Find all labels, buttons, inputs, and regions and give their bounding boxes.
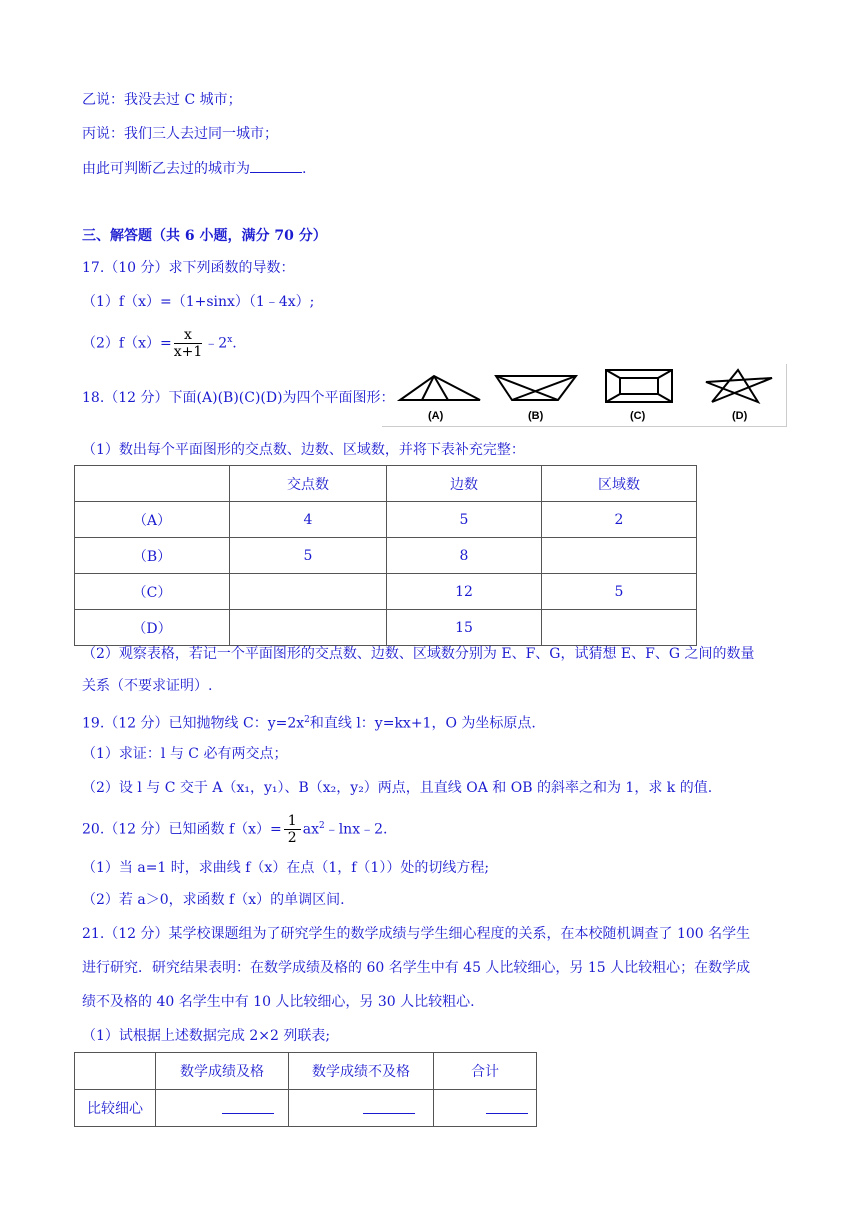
q19-title xyxy=(82,710,536,734)
table-header-cell: 合计 xyxy=(434,1053,537,1090)
table-header-cell: 区域数 xyxy=(542,466,697,502)
table-cell xyxy=(542,610,697,646)
q17-part1: （1）f（x）=（1+sinx）（1﹣4x）; xyxy=(82,294,315,310)
figure-a xyxy=(400,376,480,400)
table-cell: （D） xyxy=(75,610,230,646)
table-cell: 12 xyxy=(387,574,542,610)
answer-blank xyxy=(363,1099,415,1114)
q18-part2-line2: 关系（不要求证明）. xyxy=(82,678,213,694)
q17-title: 17.（10 分）求下列函数的导数： xyxy=(82,260,295,276)
q19-part2: （2）设 l 与 C 交于 A（x₁，y₁）、B（x₂，y₂）两点，且直线 OA 和 OB 的斜率之和为 1，求 k 的值. xyxy=(82,780,713,796)
q20-part1: （1）当 a=1 时，求曲线 f（x）在点（1，f（1））处的切线方程; xyxy=(82,860,490,876)
answer-blank xyxy=(486,1099,528,1114)
table-header-cell: 数学成绩不及格 xyxy=(289,1053,434,1090)
q18-part1: （1）数出每个平面图形的交点数、边数、区域数，并将下表补充完整： xyxy=(82,442,525,458)
table-cell: 5 xyxy=(230,538,387,574)
table-row xyxy=(75,1090,537,1127)
q21-line1: 21.（12 分）某学校课题组为了研究学生的数学成绩与学生细心程度的关系，在本校随机调查了 100 名学生 xyxy=(82,926,751,942)
statement-yi: 乙说：我没去过 C 城市； xyxy=(82,92,242,108)
q20-prefix: 20.（12 分）已知函数 f（x）= xyxy=(82,821,282,838)
figure-a-label: (A) xyxy=(428,410,444,422)
section-3-heading: 三、解答题（共 6 小题，满分 70 分） xyxy=(82,228,327,244)
figure-d xyxy=(706,370,772,402)
q21-line2: 进行研究．研究结果表明：在数学成绩及格的 60 名学生中有 45 人比较细心，另 15 人比较粗心；在数学成 xyxy=(82,960,751,976)
table-cell xyxy=(289,1090,434,1127)
fraction-denominator: x+1 xyxy=(173,344,203,361)
figure-d-label: (D) xyxy=(732,410,748,422)
table-cell: 5 xyxy=(387,502,542,538)
table-cell xyxy=(230,574,387,610)
q20-exponent: 2 xyxy=(318,821,325,831)
table-row xyxy=(75,502,697,538)
table-header-cell: 数学成绩及格 xyxy=(156,1053,289,1090)
table-cell xyxy=(542,538,697,574)
plane-figures-svg xyxy=(382,364,786,426)
table-cell: （C） xyxy=(75,574,230,610)
table-cell xyxy=(156,1090,289,1127)
table-cell: 5 xyxy=(542,574,697,610)
q17-part2-suffix: ﹣2 xyxy=(204,335,228,352)
fraction-one-half xyxy=(284,813,301,846)
table-cell xyxy=(434,1090,537,1127)
table-header-cell: 交点数 xyxy=(230,466,387,502)
table-cell: （B） xyxy=(75,538,230,574)
table-cell xyxy=(230,610,387,646)
fraction-x-over-x-plus-1 xyxy=(174,327,203,360)
q17-part2-prefix: （2）f（x）= xyxy=(82,335,172,352)
table-header-cell xyxy=(75,1053,156,1090)
contingency-table xyxy=(74,1052,537,1127)
fraction-numerator: 1 xyxy=(284,813,301,830)
table-header-cell: 边数 xyxy=(387,466,542,502)
answer-blank xyxy=(250,158,302,173)
q17-part2-exponent: x xyxy=(227,335,233,345)
table-row xyxy=(75,610,697,646)
q21-part1: （1）试根据上述数据完成 2×2 列联表; xyxy=(82,1028,331,1044)
figure-c xyxy=(606,370,672,402)
q20-tail: ﹣lnx﹣2. xyxy=(324,821,388,838)
table-cell: 2 xyxy=(542,502,697,538)
figure-b xyxy=(496,376,576,400)
q21-line3: 绩不及格的 40 名学生中有 10 人比较细心，另 30 人比较粗心. xyxy=(82,994,475,1010)
figure-c-label: (C) xyxy=(630,410,646,422)
plane-figures xyxy=(382,364,787,427)
conclusion-text: 由此可判断乙去过的城市为 xyxy=(82,161,250,177)
q19-exponent: 2 xyxy=(304,715,310,725)
fraction-numerator: x xyxy=(174,327,203,344)
row-label-careful: 比较细心 xyxy=(75,1090,156,1127)
table-row xyxy=(75,538,697,574)
fraction-denominator: 2 xyxy=(287,830,297,847)
q20-part2: （2）若 a＞0，求函数 f（x）的单调区间. xyxy=(82,892,345,908)
q20-title xyxy=(82,808,387,848)
table-header-cell xyxy=(75,466,230,502)
q20-ax: ax xyxy=(302,821,319,838)
conclusion-line: 由此可判断乙去过的城市为 . xyxy=(82,158,306,179)
q19-part1: （1）求证：l 与 C 必有两交点； xyxy=(82,746,288,762)
table-cell: 4 xyxy=(230,502,387,538)
q17-part2: （2）f（x）= $\frac{x}{x+1}$ ﹣2$^x$. xyxy=(82,327,237,361)
table-header-row xyxy=(75,466,697,502)
table-row xyxy=(75,574,697,610)
statement-bing: 丙说：我们三人去过同一城市； xyxy=(82,126,278,142)
figure-b-label: (B) xyxy=(528,410,544,422)
q18-title: 18.（12 分）下面(A)(B)(C)(D)为四个平面图形： xyxy=(82,390,395,406)
table-header-row xyxy=(75,1053,537,1090)
q18-part2-line1: （2）观察表格，若记一个平面图形的交点数、边数、区域数分别为 E、F、G，试猜想 E、F、G 之间的数量 xyxy=(82,646,755,662)
figure-count-table xyxy=(74,465,697,646)
table-cell: 8 xyxy=(387,538,542,574)
answer-blank xyxy=(222,1099,274,1114)
table-cell: （A） xyxy=(75,502,230,538)
q19-prefix: 19.（12 分）已知抛物线 C：y=2x xyxy=(82,715,305,732)
table-cell: 15 xyxy=(387,610,542,646)
q19-suffix: 和直线 l：y=kx+1，O 为坐标原点. xyxy=(309,715,536,732)
